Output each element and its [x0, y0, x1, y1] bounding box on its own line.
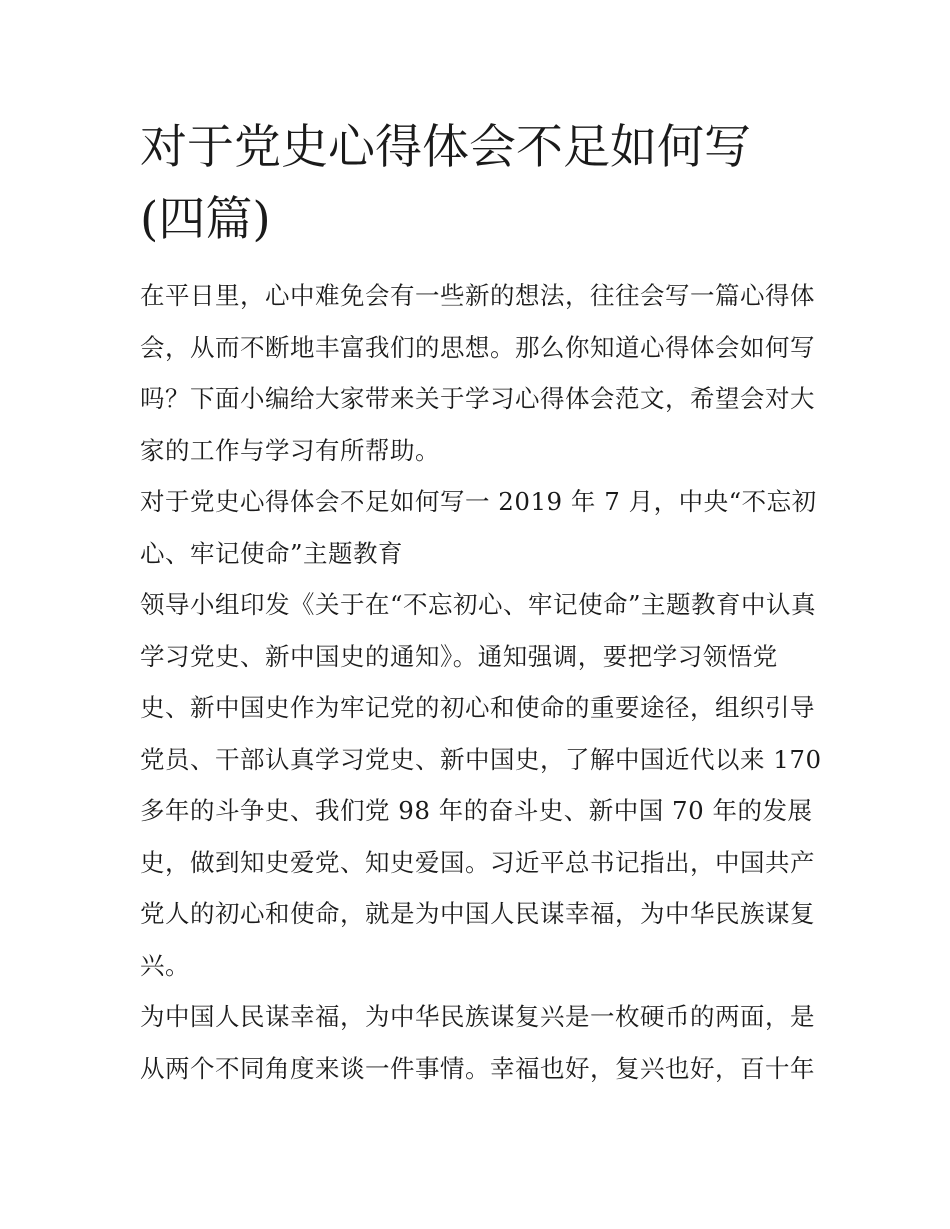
document-title — [140, 112, 812, 256]
paragraph-intro — [140, 270, 815, 476]
text-line: 心、牢记使命”主题教育 — [140, 538, 404, 568]
text-line: 吗？下面小编给大家带来关于学习心得体会范文，希望会对大 — [140, 384, 815, 413]
text-line: 史，做到知史爱党、知史爱国。习近平总书记指出，中国共产 — [140, 847, 815, 877]
text-line: 家的工作与学习有所帮助。 — [140, 435, 440, 465]
text-line: 为中国人民谋幸福，为中华民族谋复兴是一枚硬币的两面，是 — [140, 1002, 815, 1031]
paragraph-body-1 — [140, 579, 822, 991]
title-line: (四篇) — [140, 192, 271, 247]
text-line: 领导小组印发《关于在“不忘初心、牢记使命”主题教育中认真 — [140, 590, 817, 619]
text-line: 会，从而不断地丰富我们的思想。那么你知道心得体会如何写 — [140, 332, 815, 362]
text-line: 党人的初心和使命，就是为中国人民谋幸福，为中华民族谋复 — [140, 899, 815, 928]
text-line: 多年的斗争史、我们党 98 年的奋斗史、新中国 70 年的发展 — [140, 796, 813, 825]
paragraph-section-heading — [140, 476, 817, 579]
text-line: 党员、干部认真学习党史、新中国史，了解中国近代以来 170 — [140, 744, 822, 774]
title-line: 对于党史心得体会不足如何写 — [140, 120, 751, 175]
text-line: 学习党史、新中国史的通知》。通知强调，要把学习领悟党 — [140, 641, 778, 671]
text-line: 在平日里，心中难免会有一些新的想法，往往会写一篇心得体 — [140, 281, 815, 310]
document-page — [140, 112, 822, 1094]
text-line: 兴。 — [140, 950, 190, 980]
text-line: 对于党史心得体会不足如何写一 2019 年 7 月，中央“不忘初 — [140, 487, 817, 516]
paragraph-body-2 — [140, 991, 815, 1094]
text-line: 史、新中国史作为牢记党的初心和使命的重要途径，组织引导 — [140, 693, 815, 722]
text-line: 从两个不同角度来谈一件事情。幸福也好，复兴也好，百十年 — [140, 1053, 815, 1083]
